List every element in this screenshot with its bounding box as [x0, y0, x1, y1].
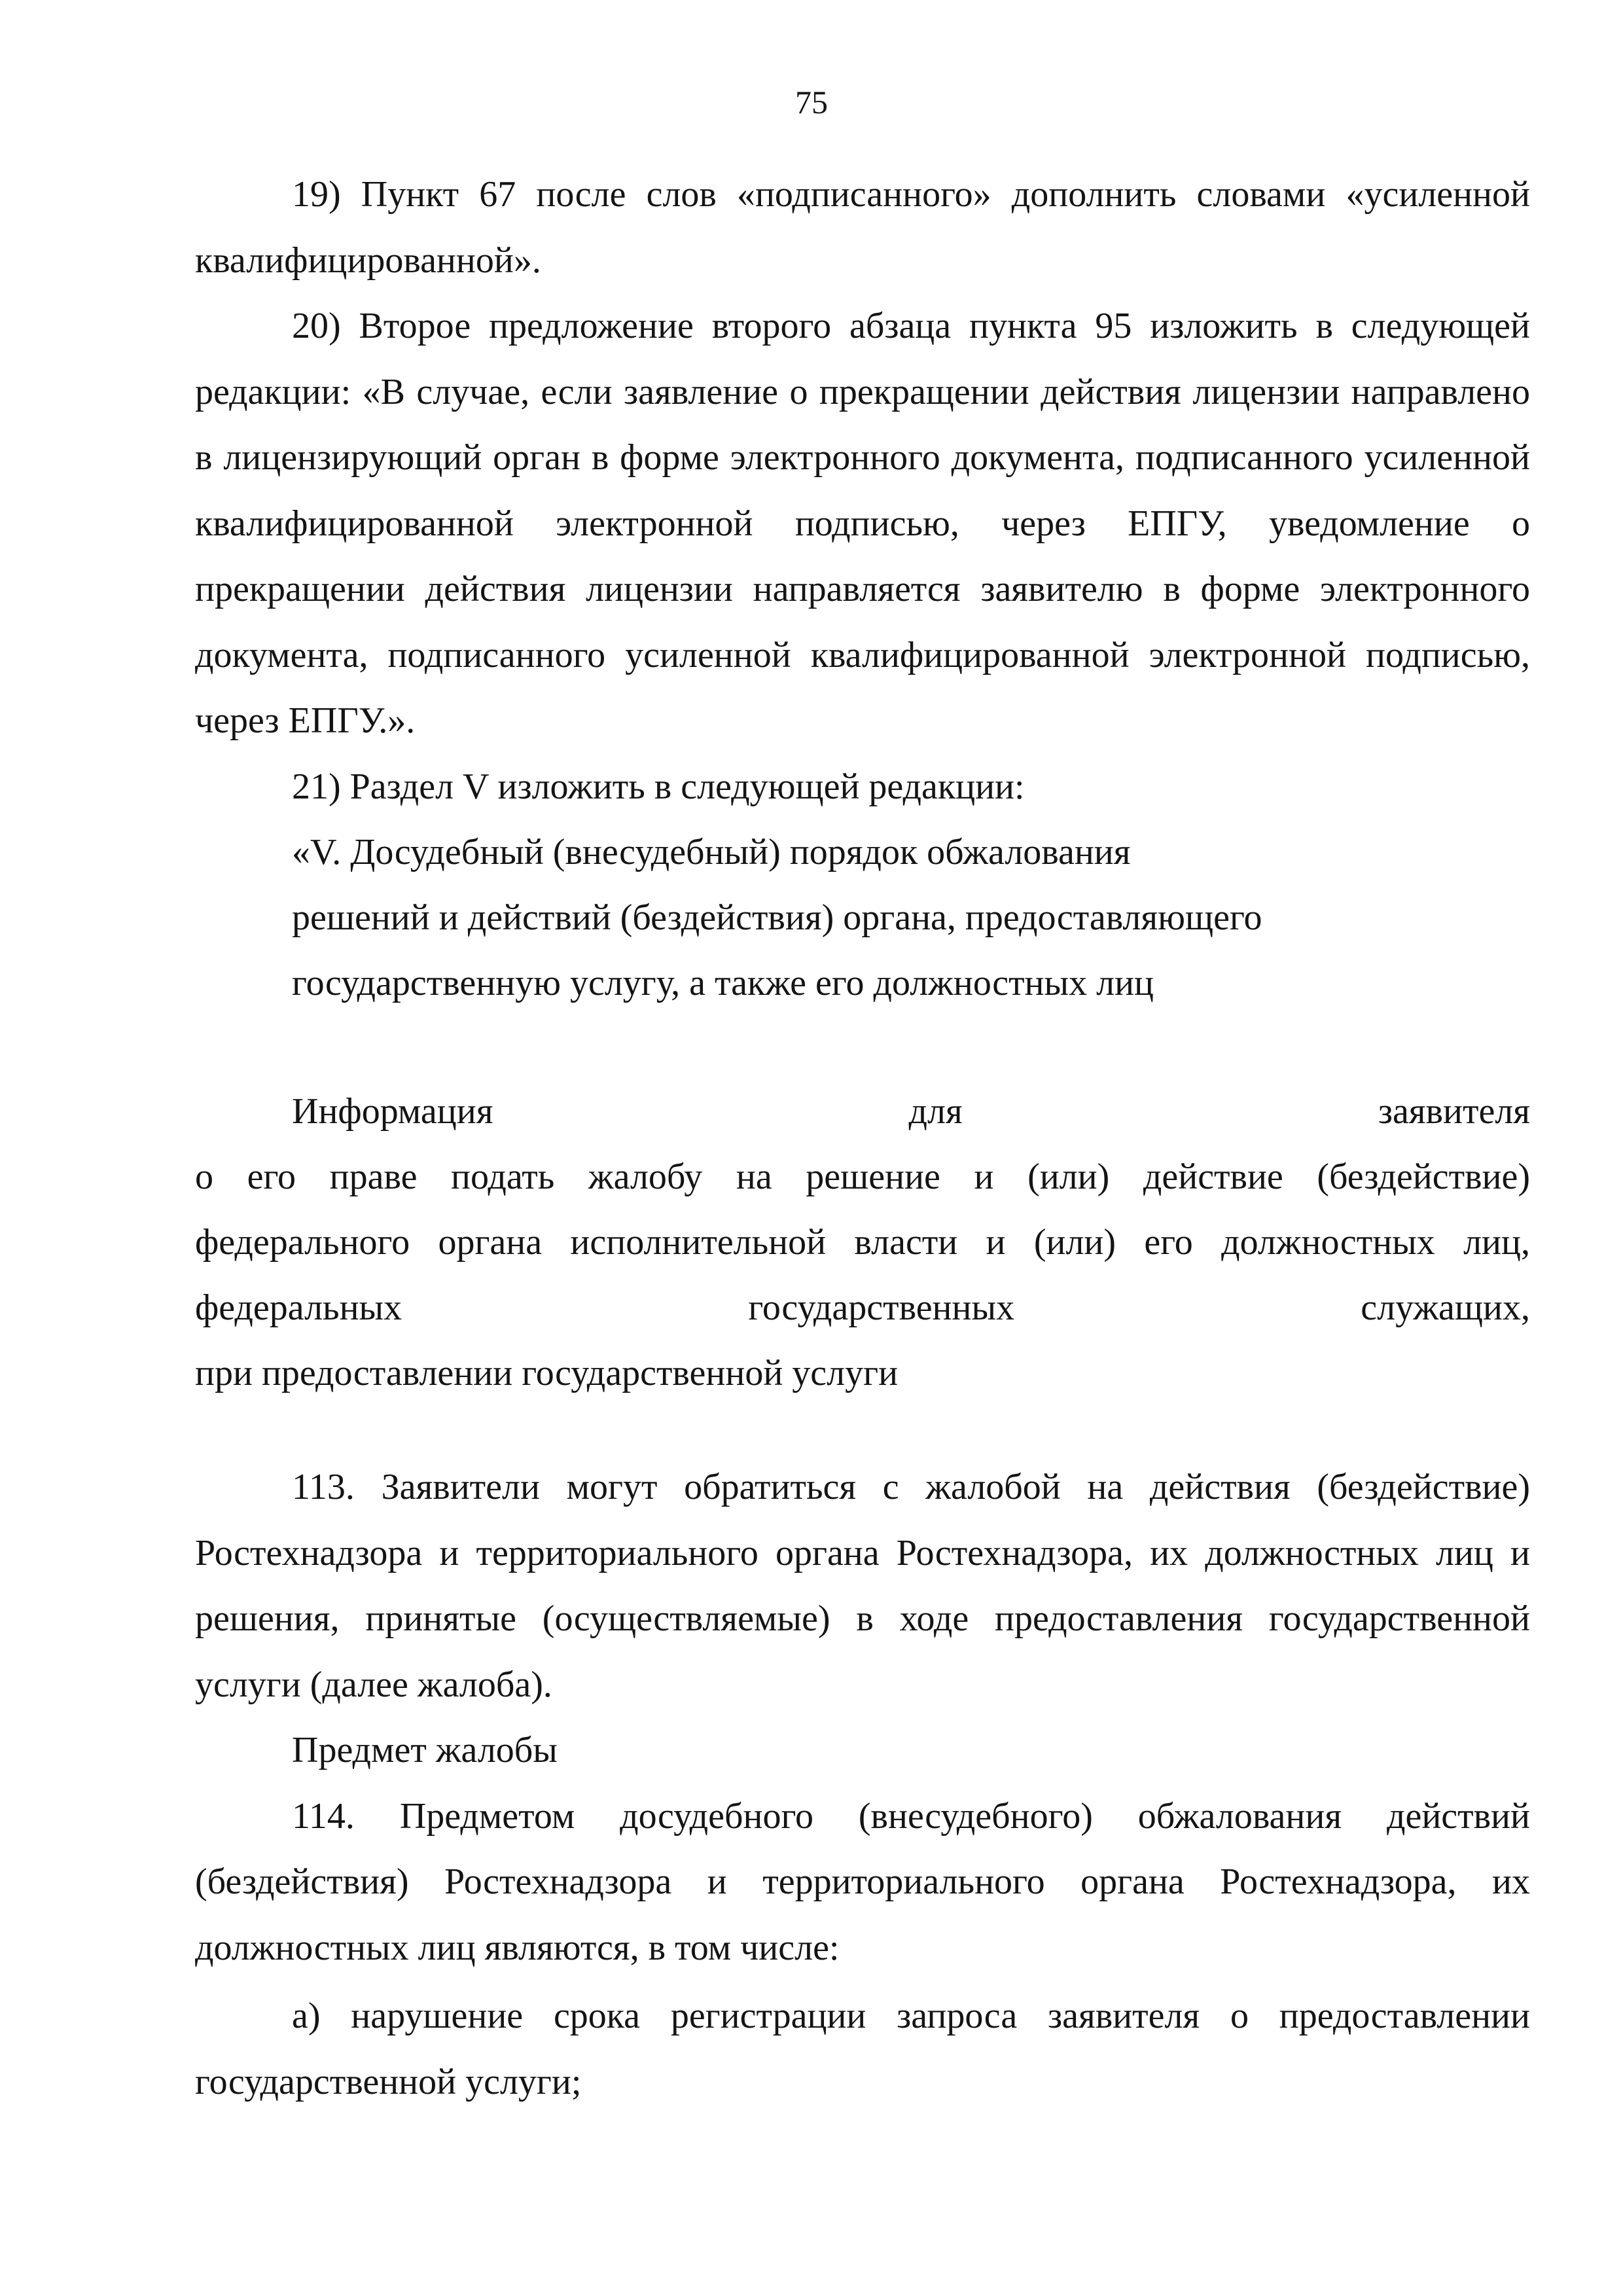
info-line-1: Информация для заявителя	[292, 1091, 1530, 1132]
complaint-subject-heading: Предмет жалобы	[292, 1730, 558, 1770]
spacer	[195, 1016, 1530, 1079]
document-body	[195, 162, 1530, 2115]
info-line-4: федеральных государственных служащих,	[195, 1287, 1530, 1328]
section-heading-line-1: «V. Досудебный (внесудебный) порядок обжалования	[292, 832, 1131, 872]
info-line-3: федерального органа исполнительной власти и (или) его должностных лиц,	[195, 1222, 1530, 1263]
info-line-2: о его праве подать жалобу на решение и (или) действие (бездействие)	[195, 1157, 1530, 1197]
section-heading-line-2: решений и действий (бездействия) органа, предоставляющего	[292, 897, 1262, 938]
paragraph-113: 113. Заявители могут обратиться с жалобой на действия (бездействие) Ростехнадзора и территориального органа Ростехнадзора, их должностных лиц и решения, принятые (осуществляемые) в ходе предоставления государственной услуги (далее жалоба).	[195, 1467, 1530, 1705]
paragraph-20: 20) Второе предложение второго абзаца пункта 95 изложить в следующей редакции: «В случае, если заявление о прекращении действия лицензии направлено в лицензирующий орган в форме электронного документа, подписанного усиленной квалифицированной электронной подписью, через ЕПГУ, уведомление о прекращении действия лицензии направляется заявителю в форме электронного документа, подписанного усиленной квалифицированной электронной подписью, через ЕПГУ.».	[195, 306, 1530, 741]
paragraph-a: а) нарушение срока регистрации запроса заявителя о предоставлении государственной услуги;	[195, 1996, 1530, 2102]
page-number: 75	[795, 84, 828, 120]
section-heading-line-3: государственную услугу, а также его должностных лиц	[292, 963, 1154, 1003]
applicant-info-heading	[195, 1079, 1530, 1406]
paragraph-114: 114. Предметом досудебного (внесудебного) обжалования действий (бездействия) Ростехнадзора и территориального органа Ростехнадзора, их должностных лиц являются, в том числе:	[195, 1795, 1530, 1968]
section-v-heading	[195, 819, 1530, 1016]
paragraph-19: 19) Пункт 67 после слов «подписанного» дополнить словами «усиленной квалифицированной».	[195, 174, 1530, 281]
paragraph-21: 21) Раздел V изложить в следующей редакции:	[292, 766, 1025, 807]
info-line-5: при предоставлении государственной услуги	[195, 1353, 899, 1393]
